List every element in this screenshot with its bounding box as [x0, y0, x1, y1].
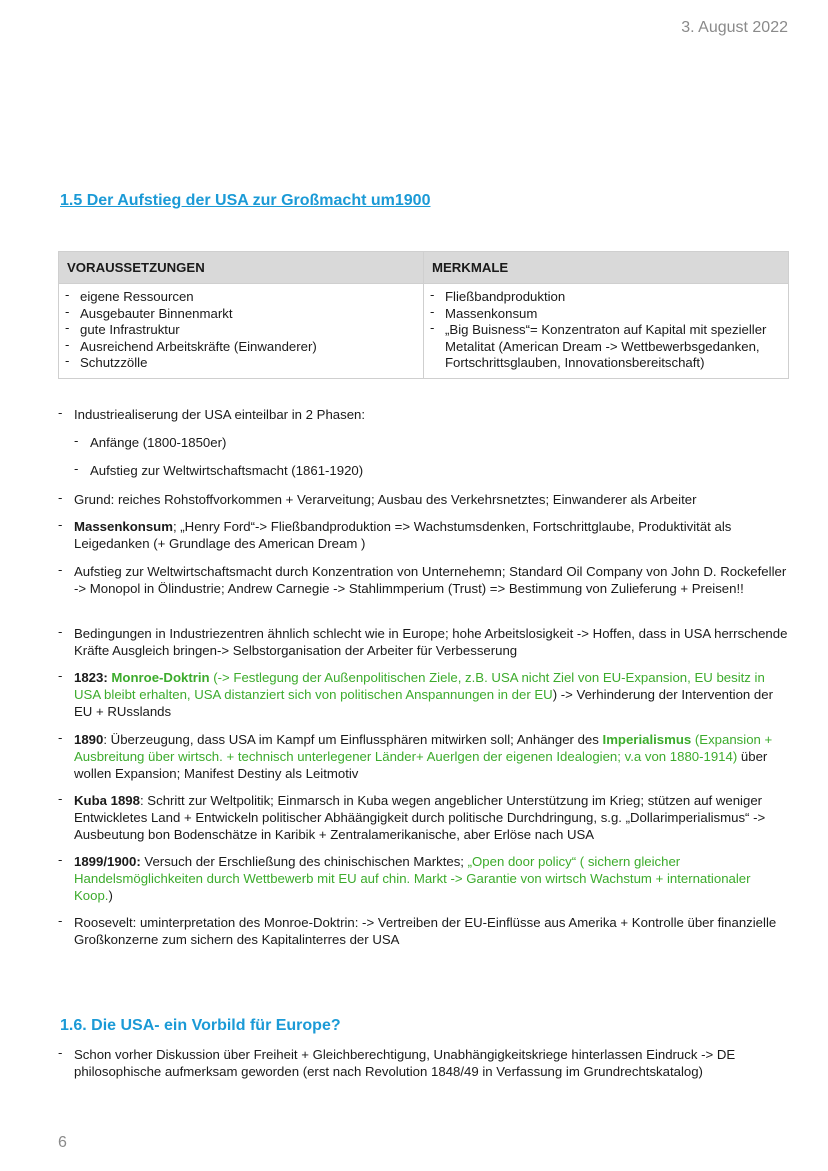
section-title-1-6: 1.6. Die USA- ein Vorbild für Europe? [60, 1017, 341, 1034]
sub-bullet-anfaenge: - Anfänge (1800-1850er) [74, 433, 227, 450]
list-item: - Ausreichend Arbeitskräfte (Einwanderer) [65, 339, 423, 356]
dash-marker: - [58, 913, 63, 928]
dash-marker: - [58, 1045, 63, 1060]
list-item: - „Big Buisness“= Konzentraton auf Kapital mit spezieller Metalitat (American Dream -> Wettbewerbsgedanken, Fortschrittsglauben, Innovationsbereitschaft) [430, 322, 788, 372]
bullet-kuba-1898: - Kuba 1898: Schritt zur Weltpolitik; Einmarsch in Kuba wegen angeblicher Unterstützung im Krieg; stützen auf weniger Entwickletes Land + Entwickeln politischer Abhäängigkeit durch politische Durchdringung, s.g. „Dollarimperialismus“ -> Ausbeutung bon Bodenschätze in Karibik + Zentralamerikanische, aber Erlöse nach USA [58, 791, 766, 842]
list-item: - Schutzzölle [65, 355, 423, 372]
dash-marker: - [58, 624, 63, 639]
voraussetzungen-list [65, 289, 423, 372]
voraussetzungen-cell [59, 284, 424, 379]
merkmale-list [430, 289, 788, 372]
bullet-industrialisierung: - Industriealiserung der USA einteilbar in 2 Phasen: [58, 405, 366, 422]
bullet-grund: - Grund: reiches Rohstoffvorkommen + Verarveitung; Ausbau des Verkehrsnetztes; Einwanderer als Arbeiter [58, 490, 697, 507]
bullet-bedingungen: - Bedingungen in Industriezentren ähnlich schlecht wie in Europe; hohe Arbeitslosigkeit -> Hoffen, dass in USA herrschende Kräfte Ausgleich bringen-> Selbstorganisation der Arbeiter für Verbesserung [58, 624, 788, 658]
sub-bullet-aufstieg: - Aufstieg zur Weltwirtschaftsmacht (1861-1920) [74, 461, 364, 478]
list-item: - Fließbandproduktion [430, 289, 788, 306]
bullet-roosevelt: - Roosevelt: uminterpretation des Monroe-Doktrin: -> Vertreiben der EU-Einflüsse aus Amerika + Kontrolle über finanzielle Großkonzerne zum sichern des Kapitalinterres der USA [58, 913, 777, 947]
dash-marker: - [58, 405, 63, 420]
dash-marker: - [58, 791, 63, 806]
dash-marker: - [58, 730, 63, 745]
page-number: 6 [58, 1134, 67, 1151]
merkmale-cell [424, 284, 789, 379]
dash-marker: - [74, 433, 79, 448]
list-item: - Ausgebauter Binnenmarkt [65, 306, 423, 323]
list-item: - eigene Ressourcen [65, 289, 423, 306]
bullet-imperialismus: - 1890: Überzeugung, dass USA im Kampf um Einflussphären mitwirken soll; Anhänger des Imperialismus (Expansion + Ausbreitung über wirtsch. + technisch unterlegener Länder+ Auerlgen der eigenen Idealogien; v.a von 1880-1914) über wollen Expansion; Manifest Destiny als Leitmotiv [58, 730, 773, 781]
dash-marker: - [58, 562, 63, 577]
list-item: - Massenkonsum [430, 306, 788, 323]
bullet-massenkonsum: - Massenkonsum; „Henry Ford“-> Fließbandproduktion => Wachstumsdenken, Fortschrittglaube, Produktivität als Leigedanken (+ Grundlage des American Dream ) [58, 517, 732, 551]
table-header-voraussetzungen: VORAUSSETZUNGEN [59, 252, 424, 284]
bullet-open-door-policy: - 1899/1900: Versuch der Erschließung des chinischischen Marktes; „Open door policy“ ( sichern gleicher Handelsmöglichkeiten durch Wettbewerb mit EU auf chin. Markt -> Garantie von wirtsch Wachstum + internationaler Koop.) [58, 852, 751, 903]
dash-marker: - [58, 517, 63, 532]
dash-marker: - [74, 461, 79, 476]
list-item: - gute Infrastruktur [65, 322, 423, 339]
section-title-1-5: 1.5 Der Aufstieg der USA zur Großmacht um1900 [60, 192, 431, 209]
comparison-table [58, 251, 789, 379]
dash-marker: - [58, 490, 63, 505]
dash-marker: - [58, 852, 63, 867]
bullet-konzentration: - Aufstieg zur Weltwirtschaftsmacht durch Konzentration von Unternehemn; Standard Oil Company von John D. Rockefeller -> Monopol in Ölindustrie; Andrew Carnegie -> Stahlimmperium (Trust) => Bestimmung von Zulieferung + Preisen!! [58, 562, 787, 596]
dash-marker: - [58, 668, 63, 683]
bullet-monroe-doktrin: - 1823: Monroe-Doktrin (-> Festlegung der Außenpolitischen Ziele, z.B. USA nicht Ziel von EU-Expansion, EU besitz in USA bleibt erhalten, USA distanziert sich von politischen Anspannungen in der EU) -> Verhinderung der Intervention der EU + RUsslands [58, 668, 773, 719]
bullet-diskussion: - Schon vorher Diskussion über Freiheit + Gleichberechtigung, Unabhängigkeitskriege hinterlassen Eindruck -> DE philosophische aufmerksam geworden (erst nach Revolution 1848/49 in Verfassung im Grundrechtskatalog) [58, 1045, 736, 1079]
table-header-merkmale: MERKMALE [424, 252, 789, 284]
document-date: 3. August 2022 [681, 19, 788, 36]
